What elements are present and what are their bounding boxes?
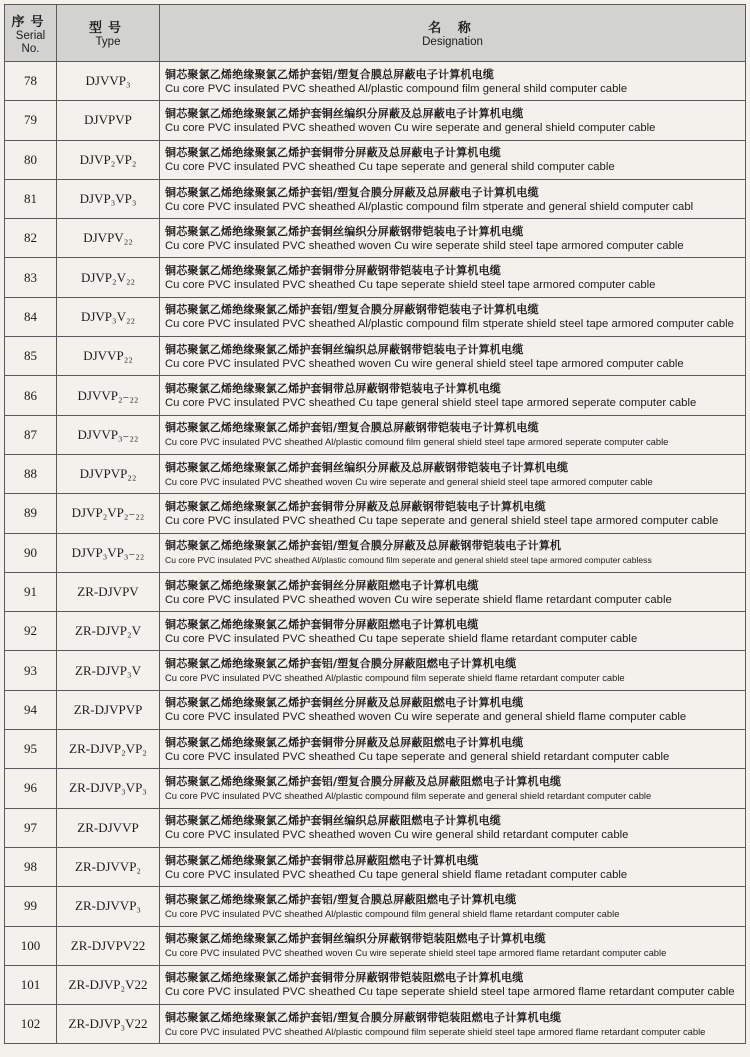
designation-cn: 铜芯聚氯乙烯绝缘聚氯乙烯护套铜带分屏蔽阻燃电子计算机电缆 — [165, 617, 479, 631]
designation-cell — [160, 297, 746, 336]
designation-cell — [160, 533, 746, 572]
table-row — [5, 847, 746, 886]
designation-en: Cu core PVC insulated PVC sheathed Al/plastic compound film stperate shield steel tape armored computer cable — [165, 318, 734, 331]
designation-cn: 铜芯聚氯乙烯绝缘聚氯乙烯护套铜丝分屏蔽及总屏蔽阻燃电子计算机电缆 — [165, 696, 524, 710]
designation-cell — [160, 808, 746, 847]
designation-cell — [160, 376, 746, 415]
serial-cell: 100 — [5, 926, 57, 965]
header-serial-cn: 序号 — [11, 14, 50, 30]
designation-cn: 铜芯聚氯乙烯绝缘聚氯乙烯护套铝/塑复合膜分屏蔽及总屏蔽钢带铠装电子计算机 — [165, 539, 562, 553]
designation-cn: 铜芯聚氯乙烯绝缘聚氯乙烯护套铝/塑复合膜分屏蔽阻燃电子计算机电缆 — [165, 657, 517, 671]
designation-en: Cu core PVC insulated PVC sheathed Cu tape seperate and general shield retardant computer cable — [165, 750, 670, 763]
table-row — [5, 808, 746, 847]
serial-cell: 95 — [5, 730, 57, 769]
designation-cn: 铜芯聚氯乙烯绝缘聚氯乙烯护套铜丝编织分屏蔽及总屏蔽钢带铠装电子计算机电缆 — [165, 460, 569, 474]
designation-cell — [160, 415, 746, 454]
designation-cn: 铜芯聚氯乙烯绝缘聚氯乙烯护套铜带分屏蔽及总屏蔽电子计算机电缆 — [165, 146, 501, 160]
type-cell: DJVPVP₂₂ — [57, 454, 160, 493]
designation-cell — [160, 847, 746, 886]
table-row — [5, 454, 746, 493]
designation-cn: 铜芯聚氯乙烯绝缘聚氯乙烯护套铜丝编织总屏蔽钢带铠装电子计算机电缆 — [165, 342, 524, 356]
table-row — [5, 965, 746, 1004]
designation-en: Cu core PVC insulated PVC sheathed woven Cu wire seperate and general shield steel tape armored computer cable — [165, 475, 653, 487]
designation-cn: 铜芯聚氯乙烯绝缘聚氯乙烯护套铜带总屏蔽阻燃电子计算机电缆 — [165, 853, 479, 867]
type-cell: DJVVP₂₂ — [57, 337, 160, 376]
type-cell: DJVPVP — [57, 101, 160, 140]
serial-cell: 79 — [5, 101, 57, 140]
serial-cell: 82 — [5, 219, 57, 258]
table-row — [5, 1005, 746, 1044]
designation-cell — [160, 572, 746, 611]
designation-en: Cu core PVC insulated PVC sheathed Al/plastic compound film stperate and general shield computer cabl — [165, 200, 694, 213]
designation-cell — [160, 730, 746, 769]
table-row — [5, 297, 746, 336]
designation-cn: 铜芯聚氯乙烯绝缘聚氯乙烯护套铝/塑复合膜总屏蔽阻燃电子计算机电缆 — [165, 892, 517, 906]
designation-en: Cu core PVC insulated PVC sheathed Cu tape seperate and general shild computer cable — [165, 161, 615, 174]
designation-cn: 铜芯聚氯乙烯绝缘聚氯乙烯护套铜带分屏蔽及总屏蔽阻燃电子计算机电缆 — [165, 735, 524, 749]
serial-cell: 92 — [5, 612, 57, 651]
type-cell: DJVVP₂₋₂₂ — [57, 376, 160, 415]
designation-en: Cu core PVC insulated PVC sheathed Cu tape general shield flame retadant computer cable — [165, 868, 628, 881]
designation-cell — [160, 454, 746, 493]
type-cell: ZR-DJVP₂VP₂ — [57, 730, 160, 769]
serial-cell: 91 — [5, 572, 57, 611]
serial-cell: 80 — [5, 140, 57, 179]
type-cell: ZR-DJVP₂V22 — [57, 965, 160, 1004]
designation-cell — [160, 140, 746, 179]
designation-cn: 铜芯聚氯乙烯绝缘聚氯乙烯护套铝/塑复合膜分屏蔽及总屏蔽电子计算机电缆 — [165, 185, 539, 199]
designation-cell — [160, 258, 746, 297]
designation-cn: 铜芯聚氯乙烯绝缘聚氯乙烯护套铝/塑复合膜分屏蔽钢带铠装阻燃电子计算机电缆 — [165, 1010, 562, 1024]
type-cell: DJVP₂VP₂ — [57, 140, 160, 179]
designation-cell — [160, 101, 746, 140]
designation-cn: 铜芯聚氯乙烯绝缘聚氯乙烯护套铜带分屏蔽及总屏蔽钢带铠装电子计算机电缆 — [165, 499, 546, 513]
designation-cell — [160, 965, 746, 1004]
serial-cell: 84 — [5, 297, 57, 336]
designation-cn: 铜芯聚氯乙烯绝缘聚氯乙烯护套铝/塑复合膜总屏蔽钢带铠装电子计算机电缆 — [165, 421, 539, 435]
designation-en: Cu core PVC insulated PVC sheathed woven Cu wire seperate shild steel tape armored computer cable — [165, 239, 684, 252]
type-cell: ZR-DJVPVP — [57, 690, 160, 729]
header-designation — [160, 5, 746, 62]
table-row — [5, 926, 746, 965]
table-header — [5, 5, 746, 62]
serial-cell: 88 — [5, 454, 57, 493]
serial-cell: 89 — [5, 494, 57, 533]
designation-en: Cu core PVC insulated PVC sheathed Al/plastic compound film seperate shield steel tape armored flame retardant computer cable — [165, 1025, 706, 1037]
designation-cell — [160, 1005, 746, 1044]
designation-cell — [160, 62, 746, 101]
table-row — [5, 415, 746, 454]
designation-cell — [160, 494, 746, 533]
table-row — [5, 887, 746, 926]
designation-en: Cu core PVC insulated PVC sheathed woven Cu wire general shild retardant computer cable — [165, 829, 629, 842]
header-serial-en1: Serial — [15, 29, 46, 42]
designation-cn: 铜芯聚氯乙烯绝缘聚氯乙烯护套铝/塑复合膜分屏蔽钢带铠装电子计算机电缆 — [165, 303, 539, 317]
designation-cell — [160, 690, 746, 729]
designation-cn: 铜芯聚氯乙烯绝缘聚氯乙烯护套铜丝编织分屏蔽及总屏蔽电子计算机电缆 — [165, 106, 524, 120]
table-row — [5, 62, 746, 101]
table-row — [5, 533, 746, 572]
serial-cell: 85 — [5, 337, 57, 376]
table-row — [5, 101, 746, 140]
table-row — [5, 258, 746, 297]
designation-en: Cu core PVC insulated PVC sheathed Al/plastic comound film general shield steel tape armored seperate computer cable — [165, 436, 669, 448]
designation-en: Cu core PVC insulated PVC sheathed Al/plastic compound film general shild computer cable — [165, 82, 628, 95]
type-cell: ZR-DJVP₃V22 — [57, 1005, 160, 1044]
header-serial-en2: No. — [21, 42, 40, 55]
type-cell: ZR-DJVPV — [57, 572, 160, 611]
designation-cell — [160, 337, 746, 376]
designation-cell — [160, 887, 746, 926]
serial-cell: 97 — [5, 808, 57, 847]
designation-en: Cu core PVC insulated PVC sheathed woven Cu wire general shield steel tape armored computer cable — [165, 357, 684, 370]
serial-cell: 83 — [5, 258, 57, 297]
type-cell: ZR-DJVVP₂ — [57, 847, 160, 886]
designation-en: Cu core PVC insulated PVC sheathed Al/plastic compound film general shield flame retardant computer cable — [165, 907, 620, 919]
header-serial — [5, 5, 57, 62]
serial-cell: 101 — [5, 965, 57, 1004]
table-body — [5, 62, 746, 1044]
designation-en: Cu core PVC insulated PVC sheathed Al/plastic compound film seperate shield flame retardant computer cable — [165, 672, 625, 684]
table-row — [5, 179, 746, 218]
designation-en: Cu core PVC insulated PVC sheathed Cu tape seperate and general shield steel tape armored computer cable — [165, 514, 719, 527]
header-type-cn: 型号 — [88, 21, 127, 36]
designation-en: Cu core PVC insulated PVC sheathed woven Cu wire seperate and general shield computer cable — [165, 121, 656, 134]
table-row — [5, 612, 746, 651]
type-cell: ZR-DJVP₃V — [57, 651, 160, 690]
designation-cell — [160, 219, 746, 258]
serial-cell: 102 — [5, 1005, 57, 1044]
designation-en: Cu core PVC insulated PVC sheathed woven Cu wire seperate and general shield flame computer cable — [165, 711, 687, 724]
designation-cn: 铜芯聚氯乙烯绝缘聚氯乙烯护套铜带分屏蔽钢带铠装阻燃电子计算机电缆 — [165, 971, 524, 985]
serial-cell: 99 — [5, 887, 57, 926]
table-row — [5, 690, 746, 729]
header-type-en: Type — [95, 36, 121, 48]
type-cell: DJVPV₂₂ — [57, 219, 160, 258]
type-cell: ZR-DJVP₂V — [57, 612, 160, 651]
serial-cell: 87 — [5, 415, 57, 454]
cable-type-table — [4, 4, 746, 1044]
designation-cell — [160, 651, 746, 690]
type-cell: DJVP₃V₂₂ — [57, 297, 160, 336]
type-cell: ZR-DJVVP — [57, 808, 160, 847]
serial-cell: 98 — [5, 847, 57, 886]
type-cell: ZR-DJVVP₃ — [57, 887, 160, 926]
type-cell: DJVVP₃₋₂₂ — [57, 415, 160, 454]
serial-cell: 81 — [5, 179, 57, 218]
type-cell: DJVP₂V₂₂ — [57, 258, 160, 297]
designation-cn: 铜芯聚氯乙烯绝缘聚氯乙烯护套铝/塑复合膜分屏蔽及总屏蔽阻燃电子计算机电缆 — [165, 774, 562, 788]
type-cell: DJVP₃VP₃ — [57, 179, 160, 218]
table-row — [5, 651, 746, 690]
serial-cell: 96 — [5, 769, 57, 808]
designation-cell — [160, 612, 746, 651]
type-cell: DJVVP₃ — [57, 62, 160, 101]
table-row — [5, 730, 746, 769]
designation-cn: 铜芯聚氯乙烯绝缘聚氯乙烯护套铜丝分屏蔽阻燃电子计算机电缆 — [165, 578, 479, 592]
designation-cell — [160, 769, 746, 808]
designation-cn: 铜芯聚氯乙烯绝缘聚氯乙烯护套铜丝编织总屏蔽阻燃电子计算机电缆 — [165, 814, 501, 828]
designation-cn: 铜芯聚氯乙烯绝缘聚氯乙烯护套铜带分屏蔽钢带铠装电子计算机电缆 — [165, 264, 501, 278]
table-row — [5, 769, 746, 808]
type-cell: DJVP₃VP₃₋₂₂ — [57, 533, 160, 572]
table-row — [5, 376, 746, 415]
designation-en: Cu core PVC insulated PVC sheathed woven Cu wire seperate shield steel tape armored flame retardant computer cable — [165, 947, 667, 959]
type-cell: ZR-DJVP₃VP₃ — [57, 769, 160, 808]
header-designation-cn: 名 称 — [428, 21, 477, 36]
serial-cell: 94 — [5, 690, 57, 729]
designation-cn: 铜芯聚氯乙烯绝缘聚氯乙烯护套铜带总屏蔽钢带铠装电子计算机电缆 — [165, 382, 501, 396]
designation-cn: 铜芯聚氯乙烯绝缘聚氯乙烯护套铜丝编织分屏蔽钢带铠装阻燃电子计算机电缆 — [165, 932, 546, 946]
designation-cn: 铜芯聚氯乙烯绝缘聚氯乙烯护套铝/塑复合膜总屏蔽电子计算机电缆 — [165, 67, 495, 81]
table-row — [5, 572, 746, 611]
table-row — [5, 219, 746, 258]
designation-en: Cu core PVC insulated PVC sheathed Al/plastic compound film seperate and general shield retardant computer cable — [165, 789, 652, 801]
type-cell: ZR-DJVPV22 — [57, 926, 160, 965]
designation-cn: 铜芯聚氯乙烯绝缘聚氯乙烯护套铜丝编织分屏蔽钢带铠装电子计算机电缆 — [165, 224, 524, 238]
designation-cell — [160, 179, 746, 218]
designation-en: Cu core PVC insulated PVC sheathed Al/plastic comound film seperate and general shield steel tape armored computer cabless — [165, 555, 652, 566]
header-type — [57, 5, 160, 62]
header-designation-en: Designation — [422, 36, 483, 48]
designation-en: Cu core PVC insulated PVC sheathed Cu tape seperate shield steel tape armored flame retardant computer cable — [165, 986, 735, 999]
type-cell: DJVP₂VP₂₋₂₂ — [57, 494, 160, 533]
designation-en: Cu core PVC insulated PVC sheathed Cu tape general shield steel tape armored seperate computer cable — [165, 397, 697, 410]
serial-cell: 86 — [5, 376, 57, 415]
designation-en: Cu core PVC insulated PVC sheathed Cu tape seperate shield steel tape armored computer cable — [165, 279, 656, 292]
table-row — [5, 140, 746, 179]
serial-cell: 93 — [5, 651, 57, 690]
table-row — [5, 337, 746, 376]
designation-en: Cu core PVC insulated PVC sheathed woven Cu wire seperate shield flame retardant computer cable — [165, 593, 672, 606]
serial-cell: 78 — [5, 62, 57, 101]
table-row — [5, 494, 746, 533]
serial-cell: 90 — [5, 533, 57, 572]
designation-en: Cu core PVC insulated PVC sheathed Cu tape seperate shield flame retardant computer cable — [165, 632, 638, 645]
designation-cell — [160, 926, 746, 965]
